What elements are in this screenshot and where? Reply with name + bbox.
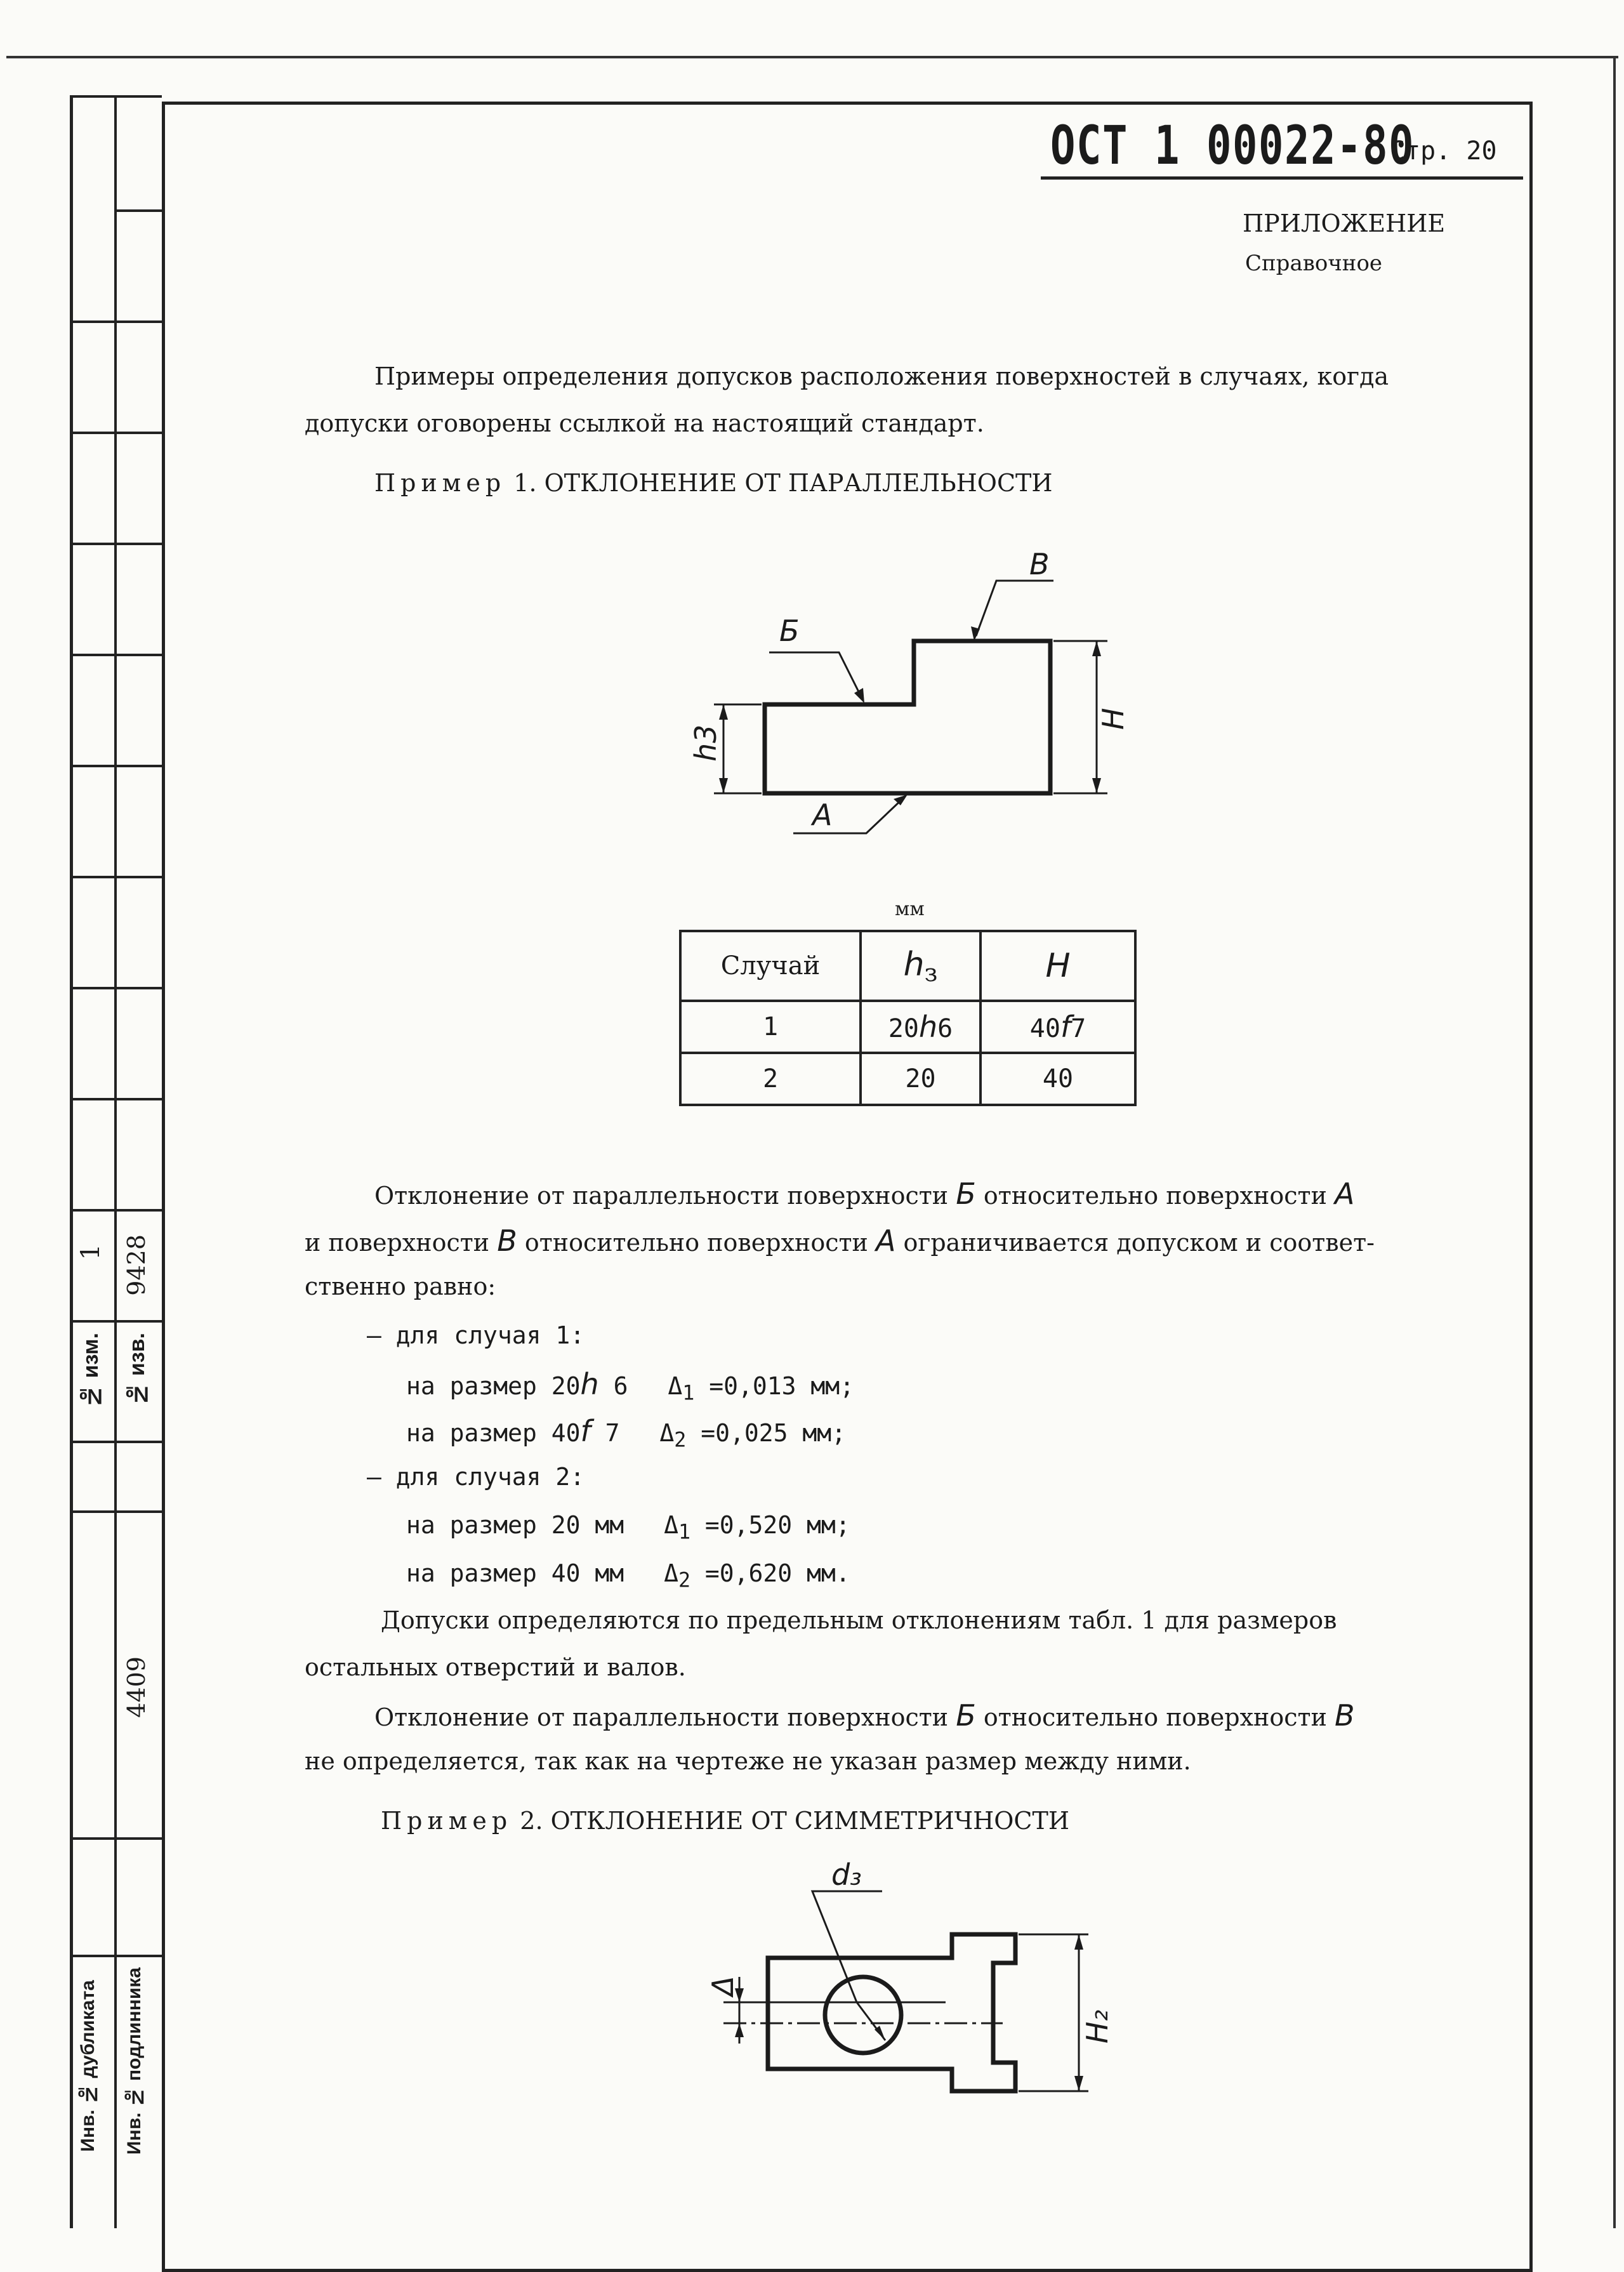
cell-h3: 20h6 (861, 1001, 980, 1053)
strip-line (70, 543, 162, 545)
table-header-row (680, 931, 1135, 1001)
cases-table (679, 930, 1137, 1106)
label-d3: d₃ (831, 1859, 862, 1892)
change-no-label: № изм. (79, 1333, 103, 1408)
leader-v (976, 581, 1053, 636)
example-2-title: 2. ОТКЛОНЕНИЕ ОТ СИММЕТРИЧНОСТИ (520, 1807, 1069, 1835)
appendix-type: Справочное (1245, 251, 1383, 276)
arrowhead (1092, 641, 1101, 656)
arrowhead (719, 704, 728, 720)
strip-line (70, 320, 162, 323)
case-1-heading: – для случая 1: (367, 1321, 585, 1349)
example-2-heading (381, 1809, 1069, 1833)
para3-line-2: не определяется, так как на чертеже не указан размер между ними. (305, 1747, 1191, 1775)
table-row (680, 1001, 1135, 1053)
strip-line (70, 765, 162, 767)
strip-line (70, 876, 162, 878)
para1-line-3: ственно равно: (305, 1272, 496, 1300)
header-case: Случай (680, 931, 861, 1001)
appendix-title: ПРИЛОЖЕНИЕ (1243, 209, 1446, 237)
case-2-line-2: на размер 40 мм $\Delta_2 =0,620$ мм. (406, 1559, 850, 1592)
strip-line (70, 1441, 162, 1443)
strip-line (70, 987, 162, 989)
notice-no-label: № изв. (125, 1333, 149, 1406)
table-unit: мм (895, 898, 925, 920)
strip-line (70, 95, 162, 98)
original-inv-value: 4409 (122, 1656, 150, 1718)
part-outline (768, 1934, 1015, 2091)
notice-no-value: 9428 (122, 1234, 150, 1296)
leader-a (793, 797, 904, 833)
para1-line-1: Отклонение от параллельности поверхности Б относительно поверхности А (374, 1177, 1355, 1211)
cell-case: 1 (680, 1001, 861, 1053)
arrowhead (719, 778, 728, 793)
para2-line-2: остальных отверстий и валов. (305, 1653, 686, 1681)
example-1-heading (374, 471, 1053, 495)
example-1-title: 1. ОТКЛОНЕНИЕ ОТ ПАРАЛЛЕЛЬНОСТИ (513, 469, 1053, 497)
arrowhead (1074, 2076, 1083, 2091)
arrowhead (735, 2023, 744, 2037)
duplicate-inv-label: Инв. № дубликата (77, 1980, 98, 2152)
sheet-border-right (1613, 56, 1616, 2228)
page-ref: Стр. 20 (1390, 136, 1497, 166)
margin-strip-divider (114, 95, 117, 2228)
strip-line (70, 1209, 162, 1212)
strip-line (70, 654, 162, 656)
cell-h3: 20 (861, 1053, 980, 1105)
sheet-border-top (6, 56, 1618, 58)
change-no-value: 1 (76, 1244, 105, 1260)
para2-line-1: Допуски определяются по предельным отклонениям табл. 1 для размеров (381, 1606, 1337, 1634)
label-v: В (1029, 547, 1050, 581)
strip-line (70, 1837, 162, 1840)
intro-line-2: допуски оговорены ссылкой на настоящий стандарт. (305, 409, 984, 437)
bore-circle (825, 1977, 901, 2053)
case-2-line-1: на размер 20 мм $\Delta_1 =0,520$ мм; (406, 1511, 850, 1544)
parallelism-drawing (660, 546, 1142, 863)
para1-line-2: и поверхности В относительно поверхности А ограничивается допуском и соответ- (305, 1224, 1375, 1258)
header-rule (1041, 176, 1523, 180)
strip-line (70, 1955, 162, 1957)
arrowhead (854, 688, 864, 703)
strip-line (70, 432, 162, 434)
original-inv-label: Инв. № подлинника (124, 1967, 145, 2155)
example-1-label: Пример (374, 469, 506, 497)
strip-line (114, 209, 162, 212)
cell-h: 40 (980, 1053, 1135, 1105)
leader-b (769, 652, 862, 698)
arrowhead (1092, 778, 1101, 793)
label-delta: Δ (706, 1976, 740, 1996)
strip-line (70, 1098, 162, 1100)
doc-code: ОСТ 1 00022-80 (1050, 114, 1415, 176)
header-h: H (980, 931, 1135, 1001)
part-outline (765, 641, 1050, 793)
cell-h: 40f7 (980, 1001, 1135, 1053)
strip-line (70, 1320, 162, 1323)
para3-line-1: Отклонение от параллельности поверхности Б относительно поверхности В (374, 1698, 1355, 1733)
arrowhead (1074, 1934, 1083, 1950)
cell-case: 2 (680, 1053, 861, 1105)
case-1-line-2: на размер 40f 7 $\Delta_2 =0,025$ мм; (406, 1414, 847, 1452)
symmetry-drawing (704, 1859, 1149, 2139)
intro-line-1: Примеры определения допусков расположения поверхностей в случаях, когда (374, 362, 1389, 390)
label-a: А (812, 798, 833, 832)
case-2-heading: – для случая 2: (367, 1463, 585, 1491)
example-2-label: Пример (381, 1807, 513, 1835)
table-row (680, 1053, 1135, 1105)
header-h3: $h_з$ (861, 931, 980, 1001)
case-1-line-1: на размер 20h 6 $\Delta_1 =0,013$ мм; (406, 1367, 854, 1405)
label-h3: h3 (689, 724, 723, 762)
strip-line (70, 1510, 162, 1513)
label-h2: H₂ (1080, 2009, 1114, 2044)
label-b: Б (779, 614, 800, 648)
arrowhead (894, 795, 908, 805)
label-h: H (1096, 708, 1130, 730)
